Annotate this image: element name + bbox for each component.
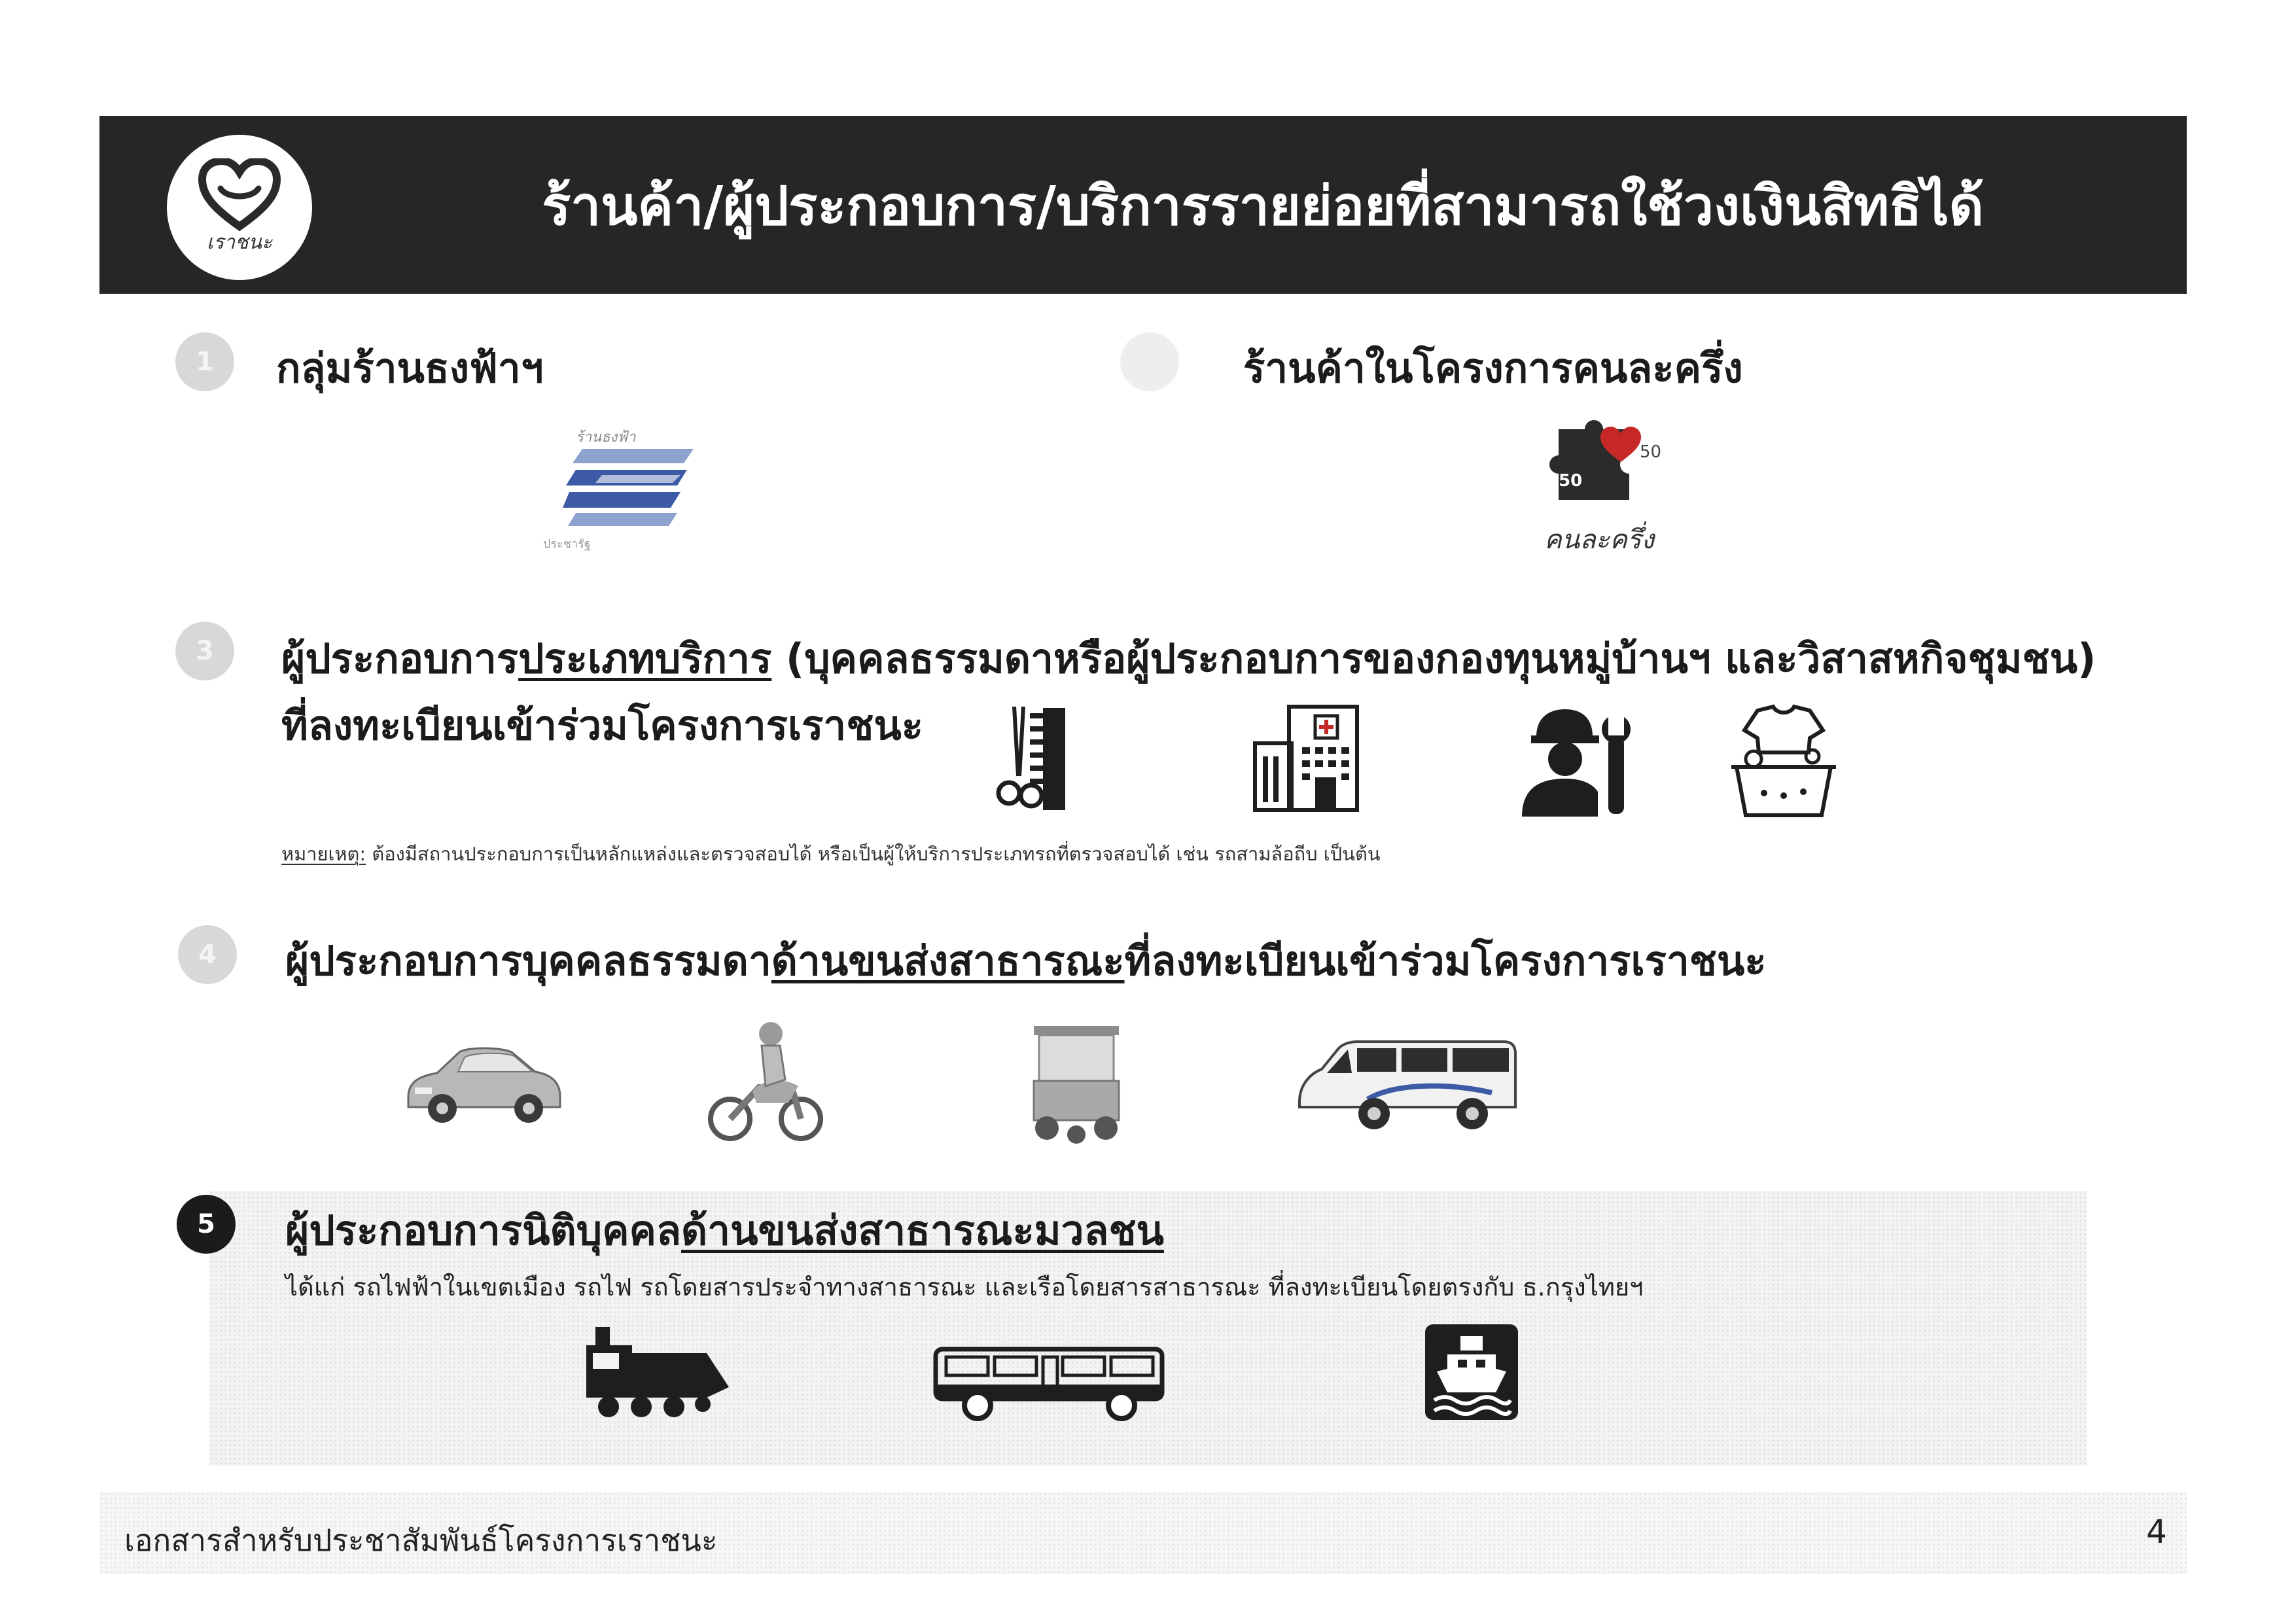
section4-title-prefix: ผู้ประกอบการบุคคลธรรมดา [285,937,771,985]
section4-title-suffix: ที่ลงทะเบียนเข้าร่วมโครงการเราชนะ [1124,937,1767,985]
motorcycle-taxi-icon [707,1014,824,1145]
section-number-1: 1 [175,332,234,391]
thongfah-logo-text: ร้านธงฟ้า [576,429,636,446]
barber-tools-icon [995,704,1080,815]
page-title: ร้านค้า/ผู้ประกอบการ/บริการรายย่อยที่สามารถใช้วงเงินสิทธิได้ [542,175,1984,238]
section5-title [285,1199,1164,1263]
section3-title-line2: ที่ลงทะเบียนเข้าร่วมโครงการเราชนะ [281,701,924,749]
bus-icon [932,1344,1167,1421]
ferry-boat-icon [1424,1323,1519,1421]
section-number-2-faint [1120,332,1179,391]
mechanic-icon [1517,704,1632,819]
thongfah-flag-icon [563,449,694,526]
note-text: ต้องมีสถานประกอบการเป็นหลักแหล่งและตรวจสอบได้ หรือเป็นผู้ให้บริการประเภทรถที่ตรวจสอบได้ เช่น รถสามล้อถีบ เป็นต้น [366,843,1381,865]
section2-title: ร้านค้าในโครงการคนละครึ่ง [1243,344,1743,392]
heart-logo-icon [198,158,281,232]
note-label: หมายเหตุ: [281,843,366,865]
section5-title-prefix: ผู้ประกอบการนิติบุคคล [285,1207,682,1254]
section3-title-suffix: (บุคคลธรรมดาหรือผู้ประกอบการของกองทุนหมู่บ้านฯ และวิสาสหกิจชุมชน) [771,635,2096,682]
passenger-van-icon [1296,1036,1518,1135]
khon-la-khrueng-label: คนละครึ่ง [1544,525,1654,555]
section5-subtitle: ได้แก่ รถไฟฟ้าในเขตเมือง รถไฟ รถโดยสารประจำทางสาธารณะ และเรือโดยสารสาธารณะ ที่ลงทะเบียนโดยตรงกับ ธ.กรุงไทยฯ [285,1273,1644,1301]
puzzle-heart-icon [1539,416,1670,508]
rao-chana-logo [167,135,312,280]
section4-title-underlined: ด้านขนส่งสาธารณะ [771,937,1125,985]
section4-title [285,929,1767,993]
footer-text: เอกสารสำหรับประชาสัมพันธ์โครงการเราชนะ [124,1523,718,1558]
steam-train-icon [582,1322,733,1420]
khon-la-khrueng-logo [1531,412,1695,556]
taxi-car-icon [402,1034,565,1132]
section5-title-underlined: ด้านขนส่งสาธารณะมวลชน [681,1207,1164,1254]
section1-title: กลุ่มร้านธงฟ้าฯ [276,344,544,392]
tuk-tuk-icon [1021,1013,1132,1150]
thongfah-logo [537,425,707,556]
hospital-building-icon [1250,704,1361,813]
section3-title [281,627,2096,691]
thongfah-logo-caption: ประชารัฐ [543,537,591,551]
badge-50-bottom: 50 [1559,471,1583,491]
section-number-3: 3 [175,622,234,680]
logo-text: เราชนะ [206,231,273,254]
section3-note [281,839,1381,869]
section3-title-prefix: ผู้ประกอบการ [281,635,519,682]
laundry-basin-icon [1727,704,1840,819]
section-number-5: 5 [177,1195,236,1254]
section-number-4: 4 [178,925,237,984]
badge-50-top: 50 [1640,442,1662,462]
page-number: 4 [2146,1513,2167,1551]
section3-title-underlined: ประเภทบริการ [518,635,772,682]
